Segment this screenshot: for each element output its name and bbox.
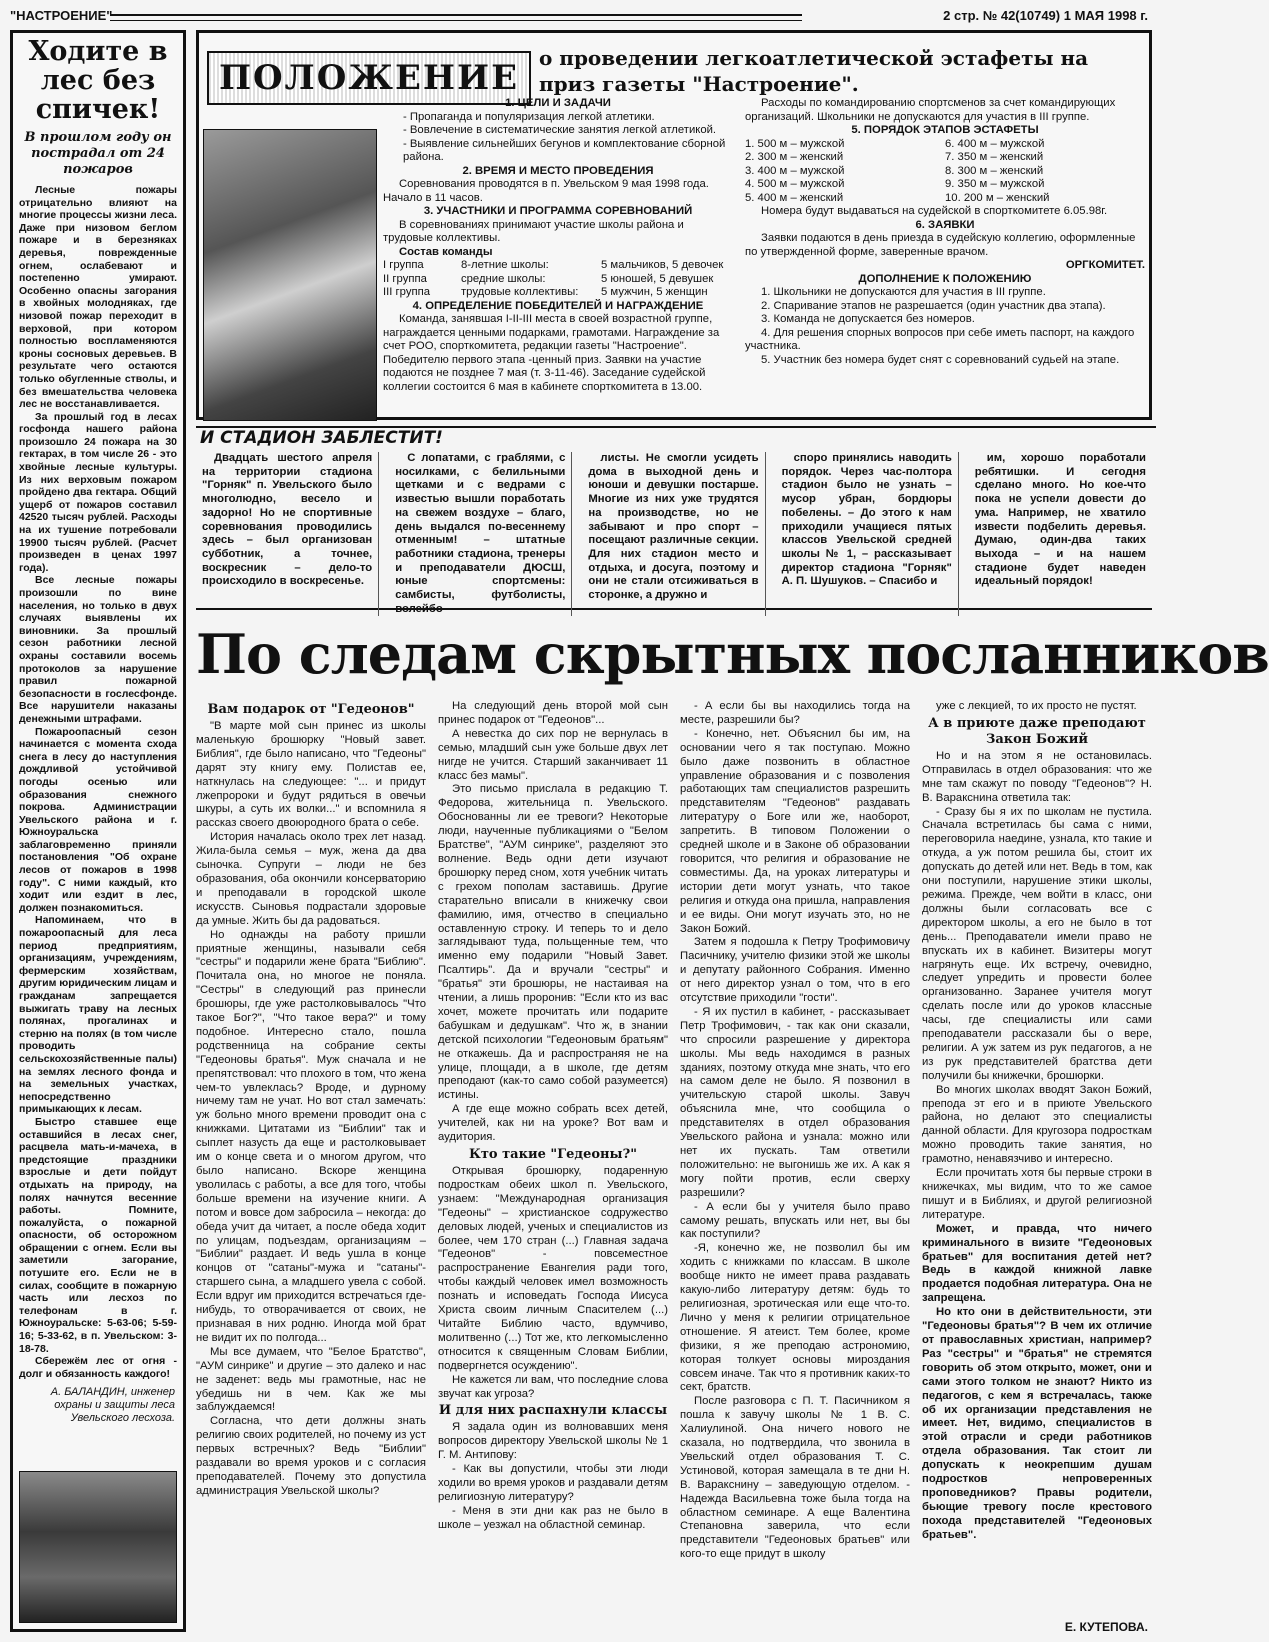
regulation-subtitle: о проведении легкоатлетической эстафеты на приз газеты "Настроение". [539, 46, 1089, 96]
paragraph: листы. Не смогли усидеть дома в выходной день и юноши и девушки постарше. Многие из них уже трудятся на производстве, но не забывают и про спорт – посещают различные секции. Для них стадион место и отдыха, и досуга, поэтому и они не стали отсиживаться в сторонке, а дружно и [588, 452, 759, 602]
paragraph: им, хорошо поработали ребятишки. И сегодня сделано много. Но кое-что пока не успели довести до ума. Например, не хватило извести подбелить деревья. Думаю, один-два таких выхода – и на нашем стадионе будет наведен идеальный порядок! [974, 452, 1146, 588]
paragraph: - А если бы вы находились тогда на месте, разрешили бы? [680, 700, 910, 726]
paragraph: - Как вы допустили, чтобы эти люди ходили во время уроков и раздавали детям религиозную литературу? [438, 1463, 668, 1503]
paragraph: В соревнованиях принимают участие школы района и трудовые коллективы. [383, 218, 684, 244]
paragraph: История началась около трех лет назад. Жила-была семья – муж, жена да два сыночка. Супруги – люди не без образования, оба окончили консерваторию и преподавали в городской школе искусств. Сыновья подрастали здоровые да умные. Жить бы да радоваться. [196, 831, 426, 927]
paragraph: Команда, занявшая I-II-III места в своей возрастной группе, награждается ценными подарками, грамотами. Награждение за счет РОО, спорткомитета, редакции газеты "Настроение". Победителю первого этапа -ценный приз. Заявки на участие подаются не позднее 7 мая (т. 3-11-46). Заседание судейской коллегии состоится 6 мая в кабинете спорткомитета в 13.00. [383, 313, 720, 393]
page-info: 2 стр. № 42(10749) 1 МАЯ 1998 г. [943, 8, 1148, 23]
paragraph: За прошлый год в лесах госфонда нашего района произошло 24 пожара на 30 гектарах, в том числе 26 - это хвойные лесные культуры. Из них верховым пожаром пройдено два гектара. Общий ущерб от пожаров составил 42520 тысяч рублей. Расходы на их тушение потребовали 19900 тысяч рублей. (Расчет произведен в ценах 1997 года). [19, 410, 177, 574]
paragraph: - Меня в эти дни как раз не было в школе – уезжал на областной семинар. [438, 1504, 668, 1531]
paper-name: "НАСТРОЕНИЕ" [10, 8, 113, 23]
forest-fire-body [13, 178, 183, 1380]
list-item: - Выявление сильнейших бегунов и комплектование сборной района. [403, 137, 726, 163]
paragraph: - Я их пустил в кабинет, - рассказывает Петр Трофимович, - так как они сказали, что спросили разрешение у директора школы. Мы ведь находимся в разных зданиях, поэтому откуда мне знать, что его на самом деле не было. Я позвонил в учительскую старой школы. Завуч объяснила мне, что сообщила о представителях в отдел образования Увельского района и узнала: можно или нет их пускать. Там ответили положительно: не выгонишь же их. А как я могу пойти против, если сверху разрешили? [680, 1005, 910, 1199]
article-headline: По следам скрытных посланников [196, 622, 1269, 686]
section-title: 1. ЦЕЛИ И ЗАДАЧИ [505, 97, 611, 109]
paragraph: Заявки подаются в день приезда в судейскую коллегию, оформленные по утвержденной форме, заверенные врачом. [745, 232, 1136, 258]
paragraph: Во многих школах вводят Закон Божий, препода эт его и в приюте Увельского района, но делают это специалисты данной области. Для кругозора подросткам можно проводить такие занятия, но грамотно, ненавязчиво и интересно. [922, 1083, 1152, 1166]
paragraph: Согласна, что дети должны знать религию своих родителей, но почему из уст первых встречных? Ведь "Библии" раздавали во время уроков и с согласия преподавателей. Почему это допустила администрация Увельской школы? [196, 1415, 426, 1497]
stage-item: 7. 350 м – женский [945, 151, 1044, 163]
team-cell: I группа [383, 259, 424, 271]
paragraph: Расходы по командированию спортсменов за счет командирующих организаций. Школьники не допускаются для участия в III группе. [745, 97, 1116, 123]
list-item: 3. Команда не допускается без номеров. [761, 313, 975, 325]
stadium-article [196, 452, 1152, 615]
paragraph: Все лесные пожары произошли по вине населения, но только в двух случаях выявлены их виновники. За прошлый сезон работники лесной охраны составили восемь протоколов за нарушение правил пожарной безопасности в гослесфонде. Все нарушители наказаны денежными штрафами. [19, 574, 177, 725]
runner-photo [203, 129, 377, 421]
team-title: Состав команды [399, 245, 493, 258]
team-cell: 5 мальчиков, 5 девочек [601, 259, 724, 271]
section-title: 3. УЧАСТНИКИ И ПРОГРАММА СОРЕВНОВАНИЙ [423, 205, 693, 217]
main-article [196, 700, 1152, 1630]
paragraph: Но однажды на работу пришли приятные женщины, называли себя "сестры" и подарили жене брата "Библию". Почитала она, но многое не поняла. "Сестры" в следующий раз принесли брошюры, где уже растолковывалось "Что такое Бог?", "Что такое вера?" и тому подобное. Интересно стало, пошла родственница на собрание секты "Гедеоновы братья". Муж сначала и не препятствовал: что плохого в том, что жена чем-то увлеклась? Вроде, и дурному ничему там не учат. Но вот стал замечать: уж больно много времени проводит она с книжками. Цитатами из "Библии" так и сыплет назусть да еще и растолковывает им о конце света и о многом другом, что было написано. Вскоре женщина уволилась с работы, а все для того, чтобы больше времени на изучение книги. А потом и вовсе дом забросила – некогда: до обеда учит да читает, а после обеда ходит по улицам, подъездам, организациям – "Библии" раздает. И ведь ушла в конце концов от "сатаны"-мужа и "сатаны"-старшего сына, а младшего увела с собой. Если вдруг им приходится встречаться где-нибудь, то отворачивается от своих, не признавая в них родню. Иногда мой брат не видит их по полгода... [196, 928, 426, 1344]
section-title: 4. ОПРЕДЕЛЕНИЕ ПОБЕДИТЕЛЕЙ И НАГРАЖДЕНИЕ [412, 299, 704, 312]
list-item: 4. Для решения спорных вопросов при себе иметь паспорт, на каждого участника. [745, 326, 1135, 352]
stadium-title: И СТАДИОН ЗАБЛЕСТИТ! [196, 426, 1156, 452]
paragraph: Если прочитать хотя бы первые строки в книжечках, мы видим, что то же самое пишут и в Библиях, и другой религиозной литературе. [922, 1167, 1152, 1221]
section-title: 6. ЗАЯВКИ [915, 218, 975, 231]
stadium-col [389, 452, 572, 616]
list-item: 5. Участник без номера будет снят с соревнований судьей на этапе. [761, 353, 1120, 366]
paragraph: Напоминаем, что в пожароопасный для леса период предприятиям, организациям, учреждениям, фермерским хозяйствам, другим юридическим лицам и гражданам запрещается выжигать траву на лесных полянах, прогалинах и стерню на полях (в том числе проводить сельскохозяйственные палы) на землях лесного фонда и на земельных участках, непосредственно примыкающих к лесам. [19, 914, 177, 1116]
paragraph: Но кто они в действительности, эти "Гедеоновы братья"? В чем их отличие от православных христиан, например? Раз "сестры" и "братья" не стремятся говорить об этом открыто, может, они и сами этого толком не знают? Никто из педагогов, с кем я встречалась, также об их организации представления не имеет. Нет, видимо, специалистов в этой отрасли и среди работников отдела образования. Так стоит ли допускать к неокрепшим душам подростков непроверенных проповедников? Правы родители, бьющие тревогу после крестового похода представителей "Гедеоновых братьев". [922, 1306, 1152, 1541]
paragraph: А где еще можно собрать всех детей, учителей, как ни на уроке? Вот вам и аудитория. [438, 1103, 668, 1144]
stage-item: 10. 200 м – женский [945, 191, 1050, 204]
stadium-col [196, 452, 379, 616]
team-cell: II группа [383, 272, 427, 285]
subheading: Кто такие "Гедеоны?" [469, 1147, 637, 1162]
regulation-col-1 [383, 97, 733, 394]
team-cell: 8-летние школы: [461, 259, 549, 271]
list-item: 1. Школьники не допускаются для участия в III группе. [761, 286, 1046, 298]
stage-item: 3. 400 м – мужской [745, 164, 845, 177]
section-title: 2. ВРЕМЯ И МЕСТО ПРОВЕДЕНИЯ [462, 164, 654, 177]
paragraph: -Я, конечно же, не позволил бы им ходить с книжками по классам. В школе вообще никто не имеет права раздавать какую-либо литературу детям: будь то религиозная, эротическая или еще что-то. Лично у меня к религии отрицательное отношение. Я атеист. Тем более, кроме физики, я же преподаю астрономию, которая толкует основы мироздания совсем иначе. Так что я противник каких-то сект, братств. [680, 1242, 910, 1394]
paragraph: Это письмо прислала в редакцию Т. Федорова, жительница п. Увельского. Обоснованны ли ее тревоги? Некоторые люди, наученные публикациями о "Белом Братстве", "АУМ синрике", разделяют это волнение. Ведь одни дети изучают брошюрку перед сном, хотя учебник читать с грехом пополам заставишь. Другие старательно вписали в книжечку свои фамилию, имя, отчество в специально оставленную строку. И теперь то и дело заглядывают туда, польщенные тем, что именно ему подарили "Новый Завет. Псалтирь". Да и вручали "сестры" и "братья" эти брошюры, не настаивая на чтении, а лишь проронив: "Если кто из вас хочет, можете прочитать или подарите бабушкам и дедушкам". Что ж, в знании детской психологии "Гедеоновым братьям" не откажешь. Да и распространяя не на улице, площади, а в школе, где детям преподают (как-то само собой разумеется) истины. [438, 783, 668, 1102]
stadium-col [969, 452, 1152, 616]
stage-item: 2. 300 м – женский [745, 151, 844, 163]
stage-item: 5. 400 м – женский [745, 191, 844, 204]
regulation-col-2 [745, 97, 1145, 367]
paragraph: Затем я подошла к Петру Трофимовичу Пасичнику, учителю физики этой же школы и депутату районного Собрания. Именно от него директор узнал о том, что в его отсутствие приходили "гости". [680, 936, 910, 1005]
stadium-col [582, 452, 765, 616]
forest-fire-signature: А. БАЛАНДИН, инженер охраны и защиты леса Увельского лесхоза. [50, 1386, 175, 1425]
paragraph: А невестка до сих пор не вернулась в семью, младший сын уже больше двух лет нигде не учится. Старший заканчивает 11 класс без мамы". [438, 727, 668, 782]
subheading: А в приюте даже преподают Закон Божий [928, 715, 1146, 747]
forest-fire-subtitle: В прошлом году он пострадал от 24 пожаров [24, 130, 172, 177]
list-item: - Вовлечение в систематические занятия легкой атлетикой. [403, 124, 717, 136]
subheading: Вам подарок от "Гедеонов" [207, 702, 415, 717]
team-cell: 5 юношей, 5 девушек [601, 272, 714, 285]
org-committee: ОРГКОМИТЕТ. [1065, 259, 1145, 271]
paragraph: "В марте мой сын принес из школы маленькую брошюрку "Новый завет. Библия", где было написано, что "Гедеоны" дарят эту книгу ему. Полистав ее, наткнулась на следующее: "... и придут лжепророки и будут рядиться в овечьи шкуры, а суть их волки..." и вспомнила я рассказ своего двоюродного брата о себе. [196, 720, 426, 830]
forest-photo [19, 1471, 177, 1623]
paragraph: Открывая брошюрку, подаренную подросткам обеих школ п. Увельского, узнаем: "Международная организация "Гедеоны" – христианское содружество деловых людей, ученых и специалистов из более, чем 170 стран (...) Главная задача "Гедеонов" - повсеместное распространение Евангелия ради того, чтобы каждый человек имел возможность познать и исповедать Господа Иисуса Христа своим личным Спасителем (...) Читайте Библию часто, вдумчиво, молитвенно (...) Тот же, кто легкомысленно относится к священным Словам Библии, подвергнется осуждению". [438, 1165, 668, 1372]
subheading: И для них распахнули классы [438, 1403, 668, 1419]
paragraph: - Конечно, нет. Объяснил бы им, на основании чего я так поступаю. Можно было даже позвонить в областное управление образования и с позволения работающих там специалистов разрешить представителям "Гедеонов" раздавать литературу о Боге или же, наоборот, запретить. В типовом Положении о средней школе и в Законе об образовании говорится, что религия и образование не совместимы. Да, на уроках литературы и истории дети могут узнать, что такое религия и откуда она пришла, направления и ее виды. Они могут изучать это, но не Закон Божий. [680, 727, 910, 935]
team-cell: трудовые коллективы: [461, 286, 579, 298]
regulation-title: ПОЛОЖЕНИЕ [207, 51, 531, 105]
team-cell: средние школы: [461, 272, 546, 285]
paragraph: Может, и правда, что ничего криминального в визите "Гедеоновых братьев" для воспитания детей нет? Ведь в каждой книжной лавке продается подобная литература. Она не запрещена. [922, 1222, 1152, 1305]
paragraph: Пожароопасный сезон начинается с момента схода снега в лесу до наступления дождливой устойчивой погоды осенью или образования снежного покрова. Администрации Увельского района и г. Южноуральска заблаговременно приняли постановления "Об охране лесов от пожаров в 1998 году". С ними каждый, кто ходит или ездит в лес, должен познакомиться. [19, 725, 177, 914]
paragraph: Лесные пожары отрицательно влияют на многие процессы жизни леса. Даже при низовом беглом пожаре и в березняках деревья, поврежденные огнем, ослабевают и постепенно умирают. Особенно опасны загорания в хвойных молодняках, где низовой пожар переходит в верховой, при котором полностью воспламеняются кроны сосновых деревьев. В результате чего остаются только обугленные стволы, и без вмешательства человека лес не восстанавливается. [19, 184, 177, 411]
forest-fire-title: Ходите в лес без спичек! [28, 36, 168, 125]
team-cell: III группа [383, 286, 430, 298]
team-table [383, 259, 733, 300]
stadium-col [776, 452, 959, 616]
list-item: 2. Спаривание этапов не разрешается (один участник два этапа). [761, 299, 1106, 312]
article-col-2 [438, 700, 668, 1630]
stage-item: 9. 350 м – мужской [945, 178, 1045, 190]
header-rule [110, 14, 802, 21]
paragraph: - Сразу бы я их по школам не пустила. Сначала встретилась бы сама с ними, переговорила наедине, узнала, кто такие и откуда, а уж потом решила бы, стоит их допускать до детей или нет. Ведь в том, как они поступили, нарушение этики школы, режима. Прежде, чем войти в класс, они должны были согласовать все с директором школы, а его не было в тот день... Преподаватели имели право не впускать их в кабинет. Визитеры могут нагрянуть еще. Их встречу, очевидно, следует упредить и провести более организованно. Заранее учителя могут сделать после или до уроков классные часы, где специалисты или сами преподаватели рассказали бы о вере, религии. А уж затем из рук педагогов, а не из рук представителей братства дети получили бы книжечки, брошюрки. [922, 805, 1152, 1082]
section-title: ДОПОЛНЕНИЕ К ПОЛОЖЕНИЮ [858, 272, 1032, 285]
section-title: 5. ПОРЯДОК ЭТАПОВ ЭСТАФЕТЫ [851, 124, 1039, 136]
stage-item: 6. 400 м – мужской [945, 137, 1045, 150]
paragraph: уже с лекцией, то их просто не пустят. [936, 700, 1137, 712]
team-cell: 5 мужчин, 5 женщин [601, 286, 708, 298]
stage-item: 1. 500 м – мужской [745, 137, 845, 150]
article-col-1 [196, 700, 426, 1630]
paragraph: споро принялись наводить порядок. Через час-полтора стадион было не узнать – мусор убран, бордюры побелены. – До этого к нам приходили учащиеся пятых классов Увельской средней школы № 1, – рассказывает директор стадиона "Горняк" А. П. Шушуков. – Спасибо и [781, 452, 952, 588]
stages-list [745, 138, 1145, 206]
paragraph: Соревнования проводятся в п. Увельском 9 мая 1998 года. Начало в 11 часов. [383, 178, 709, 204]
stage-item: 4. 500 м – мужской [745, 178, 845, 190]
paragraph: Быстро ставшее еще оставшийся в лесах снег, расцвела мать-и-мачеха, в предстоящие праздники взрослые и дети пойдут отдыхать на природу, на полях начнутся весенние работы. Помните, пожалуйста, о пожарной опасности, об осторожном обращении с огнем. Если вы заметили загорание, потушите его. Если не в силах, сообщите в пожарную часть или лесхоз по телефонам в г. Южноуральске: 5-63-06; 5-59-16; 5-33-62, в п. Увельском: 3-18-78. [19, 1115, 177, 1355]
stage-item: 8. 300 м – женский [945, 164, 1044, 177]
paragraph: Не кажется ли вам, что последние слова звучат как угроза? [438, 1373, 668, 1400]
article-author: Е. КУТЕПОВА. [1064, 1620, 1148, 1634]
list-item: - Пропаганда и популяризация легкой атлетики. [403, 110, 655, 123]
forest-fire-article [10, 30, 186, 1632]
paragraph: Но и на этом я не остановилась. Отправилась в отдел образования: что же мне там скажут по поводу "Гедеонов"? Н. В. Варакснина ответила так: [922, 749, 1152, 804]
paragraph: На следующий день второй мой сын принес подарок от "Гедеонов"... [438, 700, 668, 726]
paragraph: Номера будут выдаваться на судейской в спорткомитете 6.05.98г. [761, 205, 1108, 217]
paragraph: С лопатами, с граблями, с носилками, с белильными щетками и с ведрами с известью вышли поработать на свежем воздухе – благо, день выдался по-весеннему отменным! – штатные работники стадиона, тренеры и преподаватели ДЮСШ, юные спортсмены: самбисты, футболисты, волейбо- [395, 452, 566, 615]
paragraph: После разговора с П. Т. Пасичником я пошла к завучу школы № 1 В. С. Халиулиной. Она ничего нового не сказала, но подтвердила, что звонила в Увельский отдел образования Т. С. Устиновой, которая замещала в те дни Н. В. Варакснину – заведующую отделом. - Надежда Васильевна тоже была тогда на областном семинаре. А еще Валентина Степановна заверила, что если представители "Гедеоновых братьев" или кого-то еще придут в школу [680, 1395, 910, 1561]
paragraph: Двадцать шестого апреля на территории стадиона "Горняк" п. Увельского было многолюдно, весело и задорно! Но не спортивные соревнования проводились здесь – был организован субботник, а точнее, воскресник – дело-то происходило в воскресенье. [202, 452, 373, 588]
paragraph: Мы все думаем, что "Белое Братство", "АУМ синрике" и другие – это далеко и нас не заденет: ведь мы грамотные, нас не убедишь ни в чем. Как же мы заблуждаемся! [196, 1345, 426, 1414]
regulation-box [196, 30, 1152, 420]
paragraph: Я задала один из волновавших меня вопросов директору Увельской школы № 1 Г. М. Антипову: [438, 1421, 668, 1462]
article-col-4 [922, 700, 1152, 1630]
article-col-3 [680, 700, 910, 1630]
paragraph: Сбережём лес от огня - долг и обязанность каждого! [19, 1355, 177, 1380]
paragraph: - А если бы у учителя было право самому решать, впускать или нет, вы бы как поступили? [680, 1200, 910, 1241]
